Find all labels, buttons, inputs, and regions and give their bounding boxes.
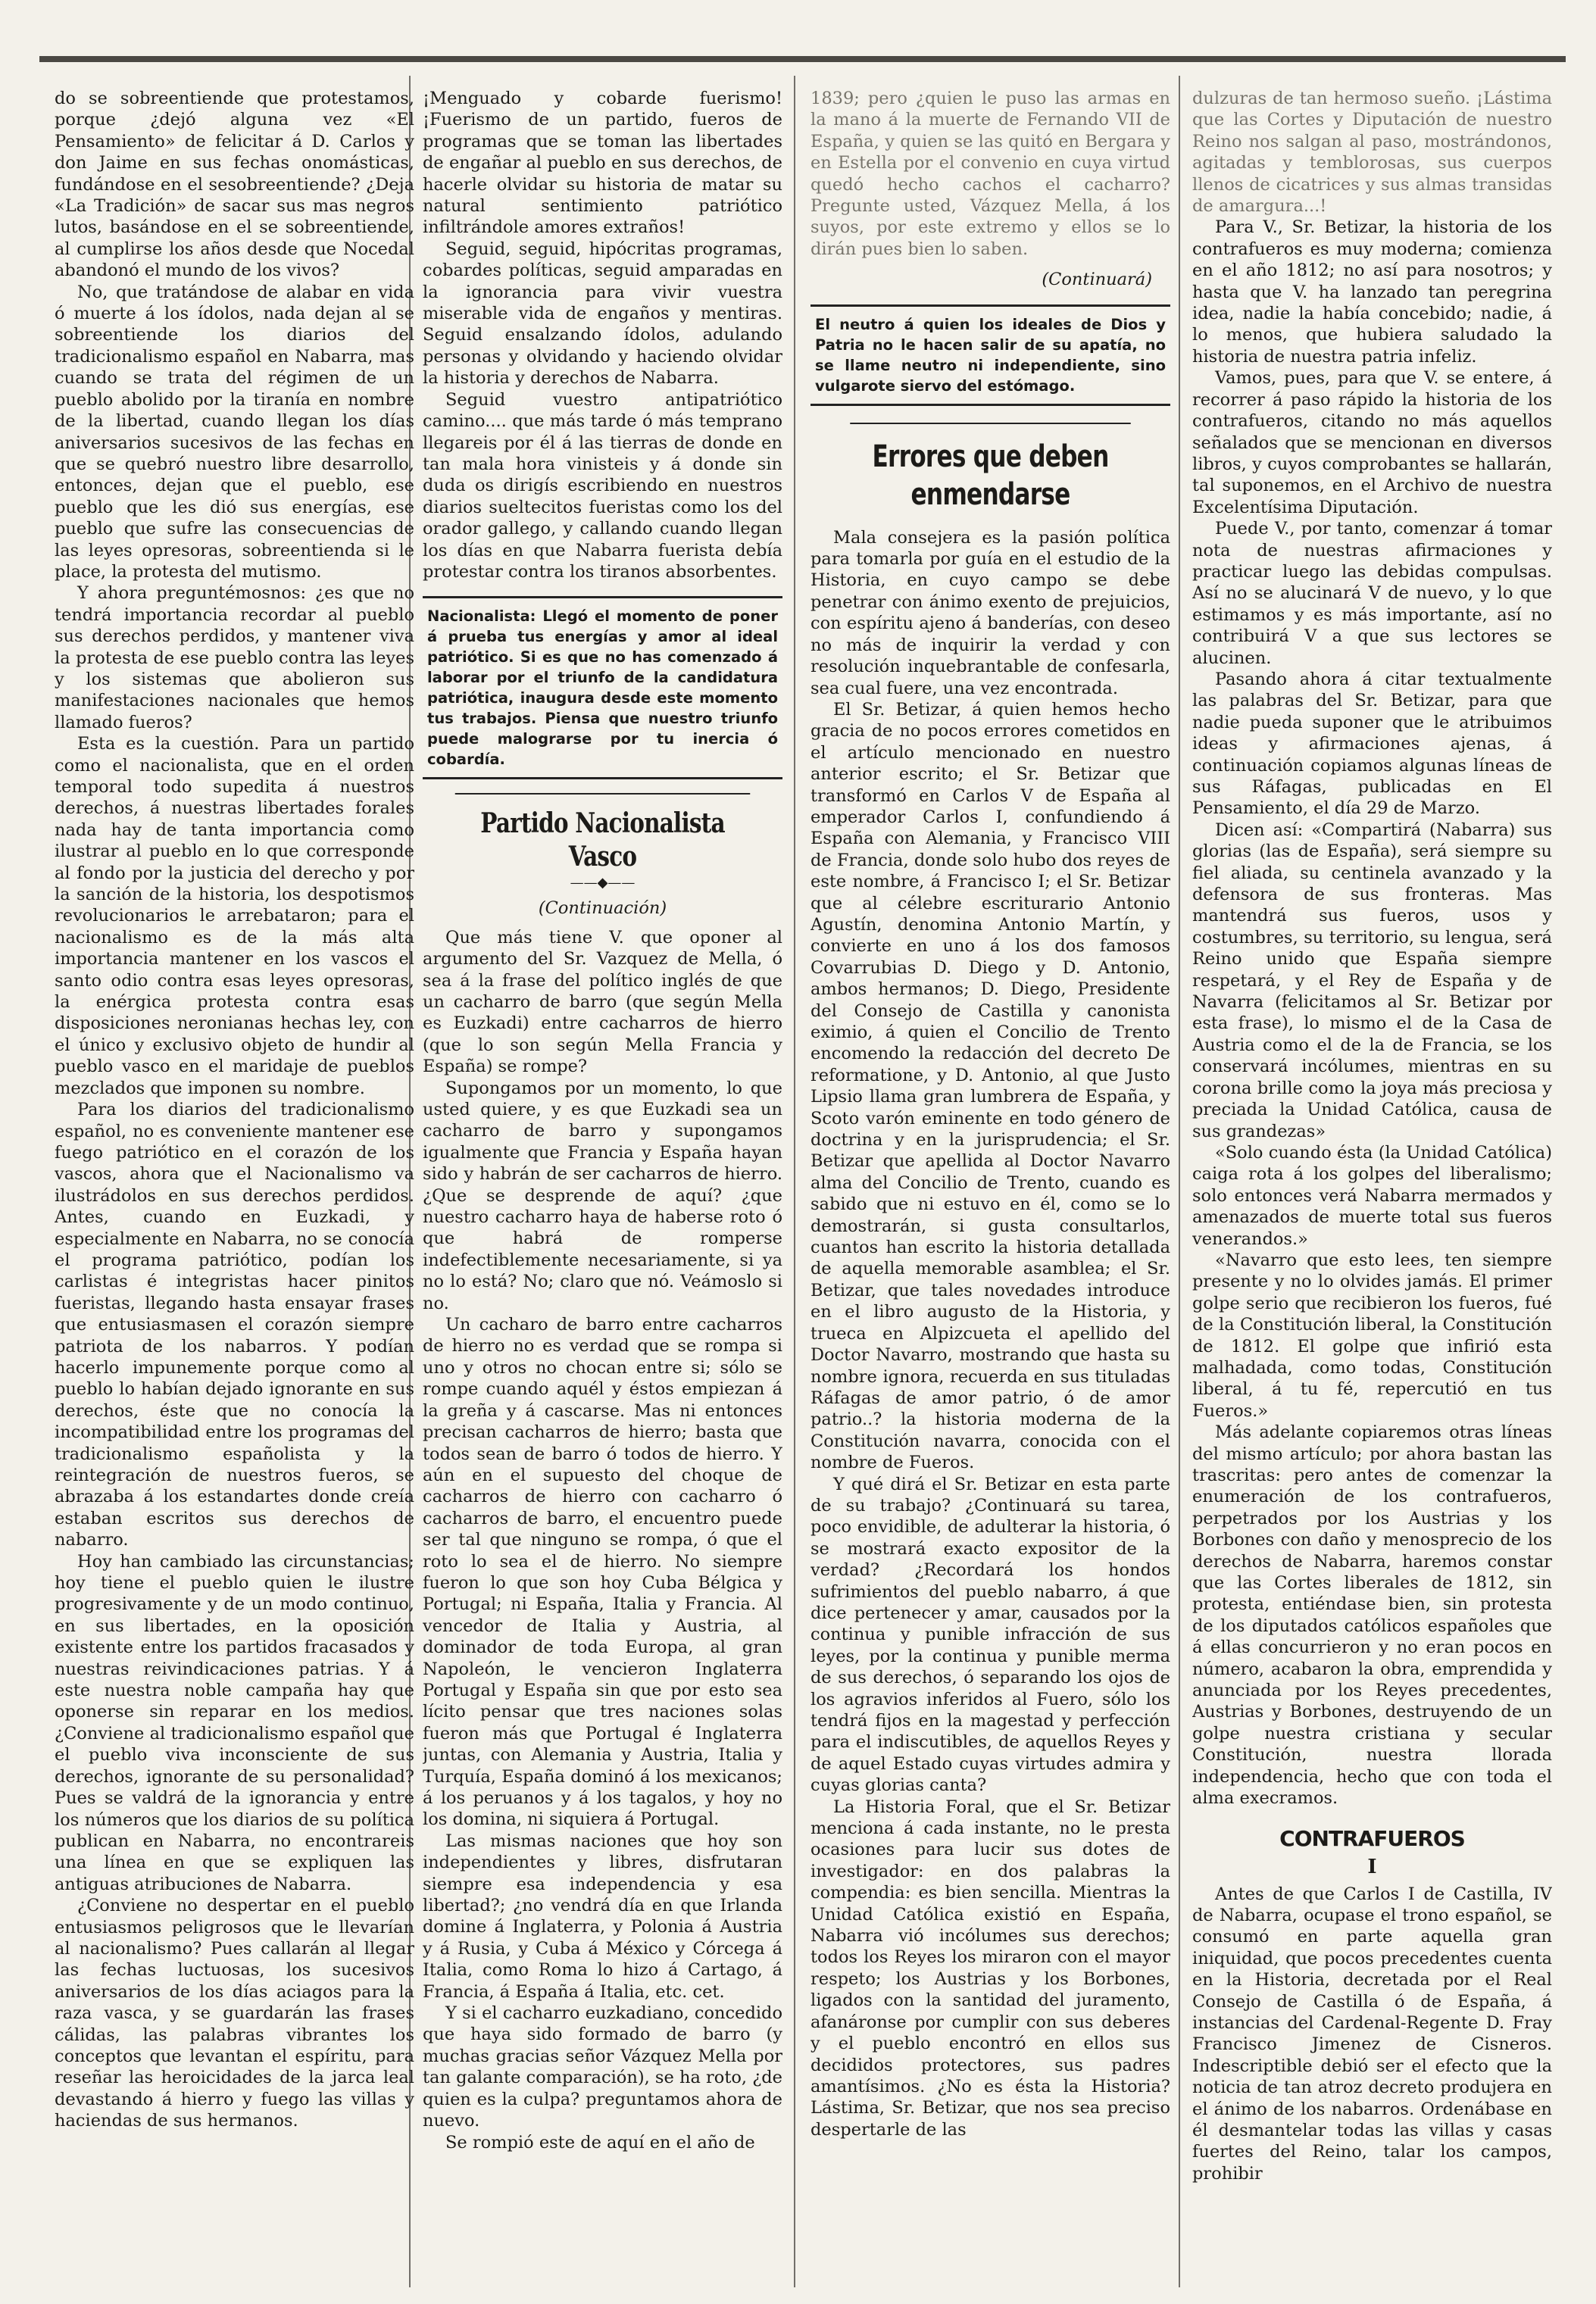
paragraph: ¡Menguado y cobarde fuerismo! ¡Fuerismo de un partido, fueros de programas que se toman las libertades de engañar al pueblo en sus derechos, de hacerle olvidar su historia de matar su natural sentimiento patriótico infiltrándole amores extraños! <box>423 89 782 238</box>
article-subtitle: (Continuación) <box>538 898 667 919</box>
column-2 <box>423 88 782 2277</box>
article-heading: Partido Nacionalista Vasco <box>455 793 751 873</box>
section-number: I <box>1367 1855 1377 1878</box>
paragraph: Seguid vuestro antipatriótico camino.... que más tarde ó más temprano llegareis por él á las tierras de donde en tan mala hora vinisteis y á donde sin duda os dirigís escribiendo en nuestros diarios sueltecitos fueristas como los del orador gallego, y callando cuando llegan los días en que Nabarra fuerista debía protestar contra los tiranos absorbentes. <box>423 389 782 582</box>
paragraph: El Sr. Betizar, á quien hemos hecho gracia de no pocos errores cometidos en el artículo mencionado en nuestro anterior escrito; el Sr. Betizar que transformó en Carlos V de España al emperador Carlos I, confundiendo á España con Alemania, y Francisco VIII de Francia, donde solo hubo dos reyes de este nombre, á Francisco I; el Sr. Betizar que al célebre escriturario Antonio Agustín, denomina Antonio Martín, y convierte en uno á los dos famosos Covarrubias D. Diego y D. Antonio, ambos hermanos; D. Diego, Presidente del Consejo de Castilla y canonista eximio, á quien el Concilio de Trento encomendo la redacción del decreto De reformatione, y D. Antonio, al que Justo Lipsio llama gran lumbrera de España, y Scoto varón eminente en todo género de doctrina y en la jurisprudencia; el Sr. Betizar que apellida al Doctor Navarro alma del Concilio de Trento, cuando es sabido que ni estuvo en él, como se lo demostrarán, si gusta consultarlos, cuantos han escrito la historia detallada de aquella memorable asamblea; el Sr. Betizar, que tales novedades introduce en el libro augusto de la Historia, y trueca en Alpizcueta el apellido del Doctor Navarro, mostrando que hasta su nombre ignora, recuerda en sus tituladas Ráfagas de amor patrio, ó de amor patrio..? la historia moderna de la Constitución navarra, conocida con el nombre de Fueros. <box>810 699 1170 1473</box>
column-rule <box>1179 76 1180 2287</box>
column-4 <box>1192 88 1552 2277</box>
column-rule <box>794 76 795 2287</box>
notice-box: Nacionalista: Llegó el momento de poner á prueba tus energías y amor al ideal patriótico. Si es que no has comenzado á laborar por el triunfo de la candidatura patriótica, inaugura desde este momento tus trabajos. Piensa que nuestro triunfo puede malograrse por tu inercia ó cobardía. <box>423 596 782 779</box>
paragraph: «Navarro que esto lees, ten siempre presente y no lo olvides jamás. El primer golpe serio que recibieron los fueros, fué de la Constitución liberal, la Constitución de 1812. El golpe que infirió esta malhadada, como todas, Constitución liberal, á tu fé, repercutió en tus Fueros.» <box>1192 1250 1552 1421</box>
column-1 <box>55 88 414 2277</box>
paragraph: Que más tiene V. que oponer al argumento del Sr. Vazquez de Mella, ó sea á la frase del político inglés de que un cacharro de barro (que según Mella es Euzkadi) entre cacharros de hierro (que lo son según Mella Francia y España) se rompe? <box>423 927 782 1077</box>
paragraph: Y ahora preguntémosnos: ¿es que no tendrá importancia recordar al pueblo sus derechos perdidos, y mantener viva la protesta de ese pueblo contra las leyes y los sistemas que abolieron sus manifestaciones nacionales que hemos llamado fueros? <box>55 583 414 732</box>
paragraph: Hoy han cambiado las circunstancias; hoy tiene el pueblo quien le ilustre progresivamente y de un modo continuo, en sus libertades, en la oposición existente entre los partidos fracasados y nuestras reivindicaciones patrias. Y á este nuestra noble campaña hay que oponerse sin reparar en los medios. ¿Conviene al tradicionalismo español que el pueblo viva inconsciente de sus derechos, ignorante de su personalidad? Pues se valdrá de la ignorancia y entre los números que los diarios de su política publican en Nabarra, no encontrareis una línea en que se expliquen las antiguas atribuciones de Nabarra. <box>55 1551 414 1894</box>
notice-box: El neutro á quien los ideales de Dios y Patria no le hacen salir de su apatía, no se llame neutro ni independiente, sino vulgarote siervo del estómago. <box>810 304 1170 406</box>
paragraph: ¿Conviene no despertar en el pueblo entusiasmos peligrosos que le llevarían al nacionalismo? Pues callarán al llegar las fechas luctuosas, los sucesivos aniversarios de los días aciagos para la raza vasca, y se guardarán las frases cálidas, las palabras vibrantes los conceptos que levantan el espíritu, para reseñar las heroicidades de la jarca leal devastando á hierro y fuego las villas y haciendas de sus hermanos. <box>55 1896 414 2131</box>
paragraph: Puede V., por tanto, comenzar á tomar nota de nuestras afirmaciones y practicar luego las debidas compulsas. Así no se alucinará V de nuevo, y lo que estimamos y es más importante, así no contribuirá V a que sus lectores se alucinen. <box>1192 519 1552 668</box>
paragraph: Se rompió este de aquí en el año de <box>445 2132 755 2153</box>
paragraph: Dicen así: «Compartirá (Nabarra) sus glorias (las de España), será siempre su fiel aliada, su centinela avanzado y la defensora de sus fronteras. Mas mantendrá sus fueros, usos y costumbres, su territorio, su lengua, será Reino unido que España siempre respetará, y el Rey de España y de Navarra (felicitamos al Sr. Betizar por esta frase), lo mismo el de la Casa de Austria como el de la de Francia, se los conservará incólumes, mientras en su corona brille como la joya más preciosa y preciada la Unidad Católica, causa de sus grandezas» <box>1192 820 1552 1141</box>
paragraph: Un cacharo de barro entre cacharros de hierro no es verdad que se rompa si uno y otros no chocan entre si; sólo se rompe cuando aquél y éstos empiezan á la greña y á cascarse. Mas ni entonces precisan cacharros de hierro; basta que todos sean de barro ó todos de hierro. Y aún en el supuesto del choque de cacharros de hierro con cacharro ó cacharros de barro, el encuentro puede ser tal que ninguno se rompa, ó que el roto lo sea el de hierro. No siempre fueron lo que son hoy Cuba Bélgica y Portugal; ni España, Italia y Francia. Al vencedor de Italia y Austria, al dominador de toda Europa, al gran Napoleón, le vencieron Inglaterra Portugal y España sin que por esto sea lícito pensar que tres naciones solas fueron más que Portugal é Inglaterra juntas, con Alemania y Austria, Italia y Turquía, España dominó á los mexicanos; á los peruanos y á los tagalos, y hoy no los domina, ni siquiera á Portugal. <box>423 1315 782 1830</box>
section-heading: CONTRAFUEROS <box>1279 1825 1465 1851</box>
column-3 <box>810 88 1170 2277</box>
paragraph: No, que tratándose de alabar en vida ó muerte á los ídolos, nada dejan al se sobreentiende los diarios del tradicionalismo español en Nabarra, mas cuando se trata del régimen de un pueblo abolido por la tiranía en nombre de la libertad, cuando llegan los días aniversarios sucesivos de las fechas en que se quebró nuestro libre desarrollo, entonces, dejan que el pueblo, ese pueblo que les dió sus energías, ese pueblo que sufre las consecuencias de las leyes opresoras, sobreentienda si le place, la protesta del mutismo. <box>55 282 414 582</box>
ornament-divider: ——◆—— <box>570 875 636 891</box>
continued-note: (Continuará) <box>1042 270 1152 290</box>
paragraph: Vamos, pues, para que V. se entere, á recorrer á paso rápido la historia de los contrafueros, citando no más aquellos señalados que se mencionan en diversos libros, y cuyos comprobantes se hallarán, tal suponemos, en el Archivo de nuestra Excelentísima Diputación. <box>1192 368 1552 517</box>
paragraph: Pasando ahora á citar textualmente las palabras del Sr. Betizar, para que nadie pueda suponer que le atribuimos ideas y afirmaciones ajenas, á continuación copiamos algunas líneas de sus Ráfagas, publicadas en El Pensamiento, el día 29 de Marzo. <box>1192 669 1552 819</box>
paragraph: La Historia Foral, que el Sr. Betizar menciona á cada instante, no le presta ocasiones para lucir sus dotes de investigador: en dos palabras la compendia: es bien sencilla. Mientras la Unidad Católica existió en España, Nabarra vió incólumes sus derechos; todos los Reyes los miraron con el mayor respeto; los Austrias y los Borbones, ligados con la santidad del juramento, afanáronse por cumplir con sus deberes y el pueblo encontró en ellos sus decididos protectores, sus padres amantísimos. ¿No es ésta la Historia? Lástima, Sr. Betizar, que nos sea preciso despertarle de las <box>810 1797 1170 2140</box>
paragraph: Esta es la cuestión. Para un partido como el nacionalista, que en el orden temporal todo supedita á nuestros derechos, á nuestras libertades forales nada hay de tanta importancia como ilustrar al pueblo en lo que corresponde al fondo por la justicia del derecho y por la sanción de la historia, los despotismos revolucionarios le arrebataron; para el nacionalismo es de la más alta importancia mantener en los vascos el santo odio contra esas leyes opresoras, la enérgica protesta contra esas disposiciones neronianas hechas ley, con el único y exclusivo objeto de hundir al pueblo vasco en el maridaje de pueblos mezclados que imponen su nombre. <box>55 734 414 1098</box>
top-rule <box>39 56 1566 62</box>
paragraph: Mala consejera es la pasión política para tomarla por guía en el estudio de la Historia, en cuyo campo se debe penetrar con ánimo exento de prejuicios, con espíritu ajeno á banderías, con deseo no más de inquirir la verdad y con resolución inquebrantable de confesarla, sea cual fuere, una vez encontrada. <box>810 527 1170 698</box>
paragraph: do se sobreentiende que protestamos, porque ¿dejó alguna vez «El Pensamiento» de felicitar á D. Carlos y don Jaime en sus fechas onomásticas, fundándose en el sesobreentiende? ¿Deja «La Tradición» de sacar sus mas negros lutos, basándose en el se sobreentiende, al cumplirse los años desde que Nocedal abandonó el mundo de los vivos? <box>55 89 414 281</box>
paragraph: Más adelante copiaremos otras líneas del mismo artículo; por ahora bastan las trascritas: pero antes de comenzar la enumeración de los contrafueros, perpetrados por los Austrias y los Borbones con daño y menosprecio de los derechos de Nabarra, haremos constar que las Cortes liberales de 1812, sin protesta, entiéndase bien, sin protesta de los diputados católicos españoles que á ellas concurrieron y no eran pocos en número, acabaron la obra, emprendida y anunciada por los Reyes precedentes, Austrias y Borbones, destruyendo de un golpe nuestra cristiana y secular Constitución, nuestra llorada independencia, hecho que con toda el alma execramos. <box>1192 1422 1552 1809</box>
paragraph: Antes de que Carlos I de Castilla, IV de Nabarra, ocupase el trono español, se consumó en parte aquella gran iniquidad, que pocos precedentes cuenta en la Historia, decretada por el Real Consejo de Castilla ó de España, á instancias del Cardenal-Regente D. Fray Francisco Jimenez de Cisneros. Indescriptible debió ser el efecto que la noticia de tan atroz decreto produjera en el ánimo de los nabarros. Ordenábase en él desmantelar todas las villas y casas fuertes del Reino, talar los campos, prohibir <box>1192 1884 1552 2184</box>
paragraph: Supongamos por un momento, lo que usted quiere, y es que Euzkadi sea un cacharro de barro y supongamos igualmente que Francia y España hayan sido y habrán de ser cacharros de hierro. ¿Que se desprende de aquí? ¿que nuestro cacharro haya de haberse roto ó que habrá de romperse indefectiblemente necesariamente, si ya no lo está? No; claro que nó. Veámoslo si no. <box>423 1078 782 1313</box>
paragraph: «Solo cuando ésta (la Unidad Católica) caiga rota á los golpes del liberalismo; solo entonces verá Nabarra mermados y amenazados de muerte total sus fueros venerandos.» <box>1192 1142 1552 1249</box>
paragraph: Para los diarios del tradicionalismo español, no es conveniente mantener ese fuego patriótico en el corazón de los vascos, ahora que el Nacionalismo va ilustrádolos en sus derechos perdidos. Antes, cuando en Euzkadi, y especialmente en Nabarra, no se conocía el programa patriótico, podían los carlistas é integristas hacer pinitos fueristas, llegando hasta ensayar frases que entusiasmasen el corazón siempre patriota de los nabarros. Y podían hacerlo impunemente porque como al pueblo lo habían dejado ignorante en sus derechos, éste que no conocía la incompatibilidad entre los programas del tradicionalismo españolista y la reintegración de nuestros fueros, se abrazaba á los estandartes donde creía estaban escritos sus derechos de nabarro. <box>55 1100 414 1550</box>
paragraph: Para V., Sr. Betizar, la historia de los contrafueros es muy moderna; comienza en el año 1812; no así para nosotros; y hasta que V. ha lanzado tan peregrina idea, nadie la había concebido; nadie, á lo menos, que hubiera saludado la historia de nuestra patria infeliz. <box>1192 217 1552 367</box>
paragraph: 1839; pero ¿quien le puso las armas en la mano á la muerte de Fernando VII de España, y quien se las quitó en Bergara y en Estella por el convenio en cuya virtud quedó hecho cachos el cacharro? Pregunte usted, Vázquez Mella, á los suyos, por este extremo y ellos se lo dirán pues bien lo saben. <box>810 89 1170 259</box>
article-heading: Errores que deben enmendarse <box>850 423 1131 514</box>
paragraph: Las mismas naciones que hoy son independientes y libres, disfrutaran siempre esa independencia y esa libertad?; ¿no vendrá día en que Irlanda domine á Inglaterra, y Polonia á Austria y á Rusia, y Cuba á México y Córcega á Italia, como Roma lo hizo á Cartago, á Francia, á España á Italia, etc. cet. <box>423 1831 782 2002</box>
paragraph: Seguid, seguid, hipócritas programas, cobardes políticas, seguid amparadas en la ignorancia para vivir vuestra miserable vida de engaños y mentiras. Seguid ensalzando ídolos, adulando personas y olvidando y haciendo olvidar la historia y derechos de Nabarra. <box>423 239 782 389</box>
paragraph: dulzuras de tan hermoso sueño. ¡Lástima que las Cortes y Diputación de nuestro Reino nos salgan al paso, mostrándonos, agitadas y temblorosas, sus cuerpos llenos de cicatrices y sus almas transidas de amargura...! <box>1192 89 1552 217</box>
paragraph: Y si el cacharro euzkadiano, concedido que haya sido formado de barro (y muchas gracias señor Vázquez Mella por tan galante comparación), se ha roto, ¿de quien es la culpa? preguntamos ahora de nuevo. <box>423 2003 782 2131</box>
paragraph: Y qué dirá el Sr. Betizar en esta parte de su trabajo? ¿Continuará su tarea, poco envidible, de adulterar la historia, ó se mostrará exacto expositor de la verdad? ¿Recordará los hondos sufrimientos del pueblo nabarro, á que dice pertenecer y amar, causados por la continua y punible infracción de sus leyes, por la continua y punible merma de sus derechos, ó separando los ojos de los agravios inferidos al Fuero, sólo los tendrá fijos en la magestad y perfección para el indiscutibles, de aquellos Reyes y de aquel Estado cuyas virtudes admira y cuyas glorias canta? <box>810 1474 1170 1796</box>
